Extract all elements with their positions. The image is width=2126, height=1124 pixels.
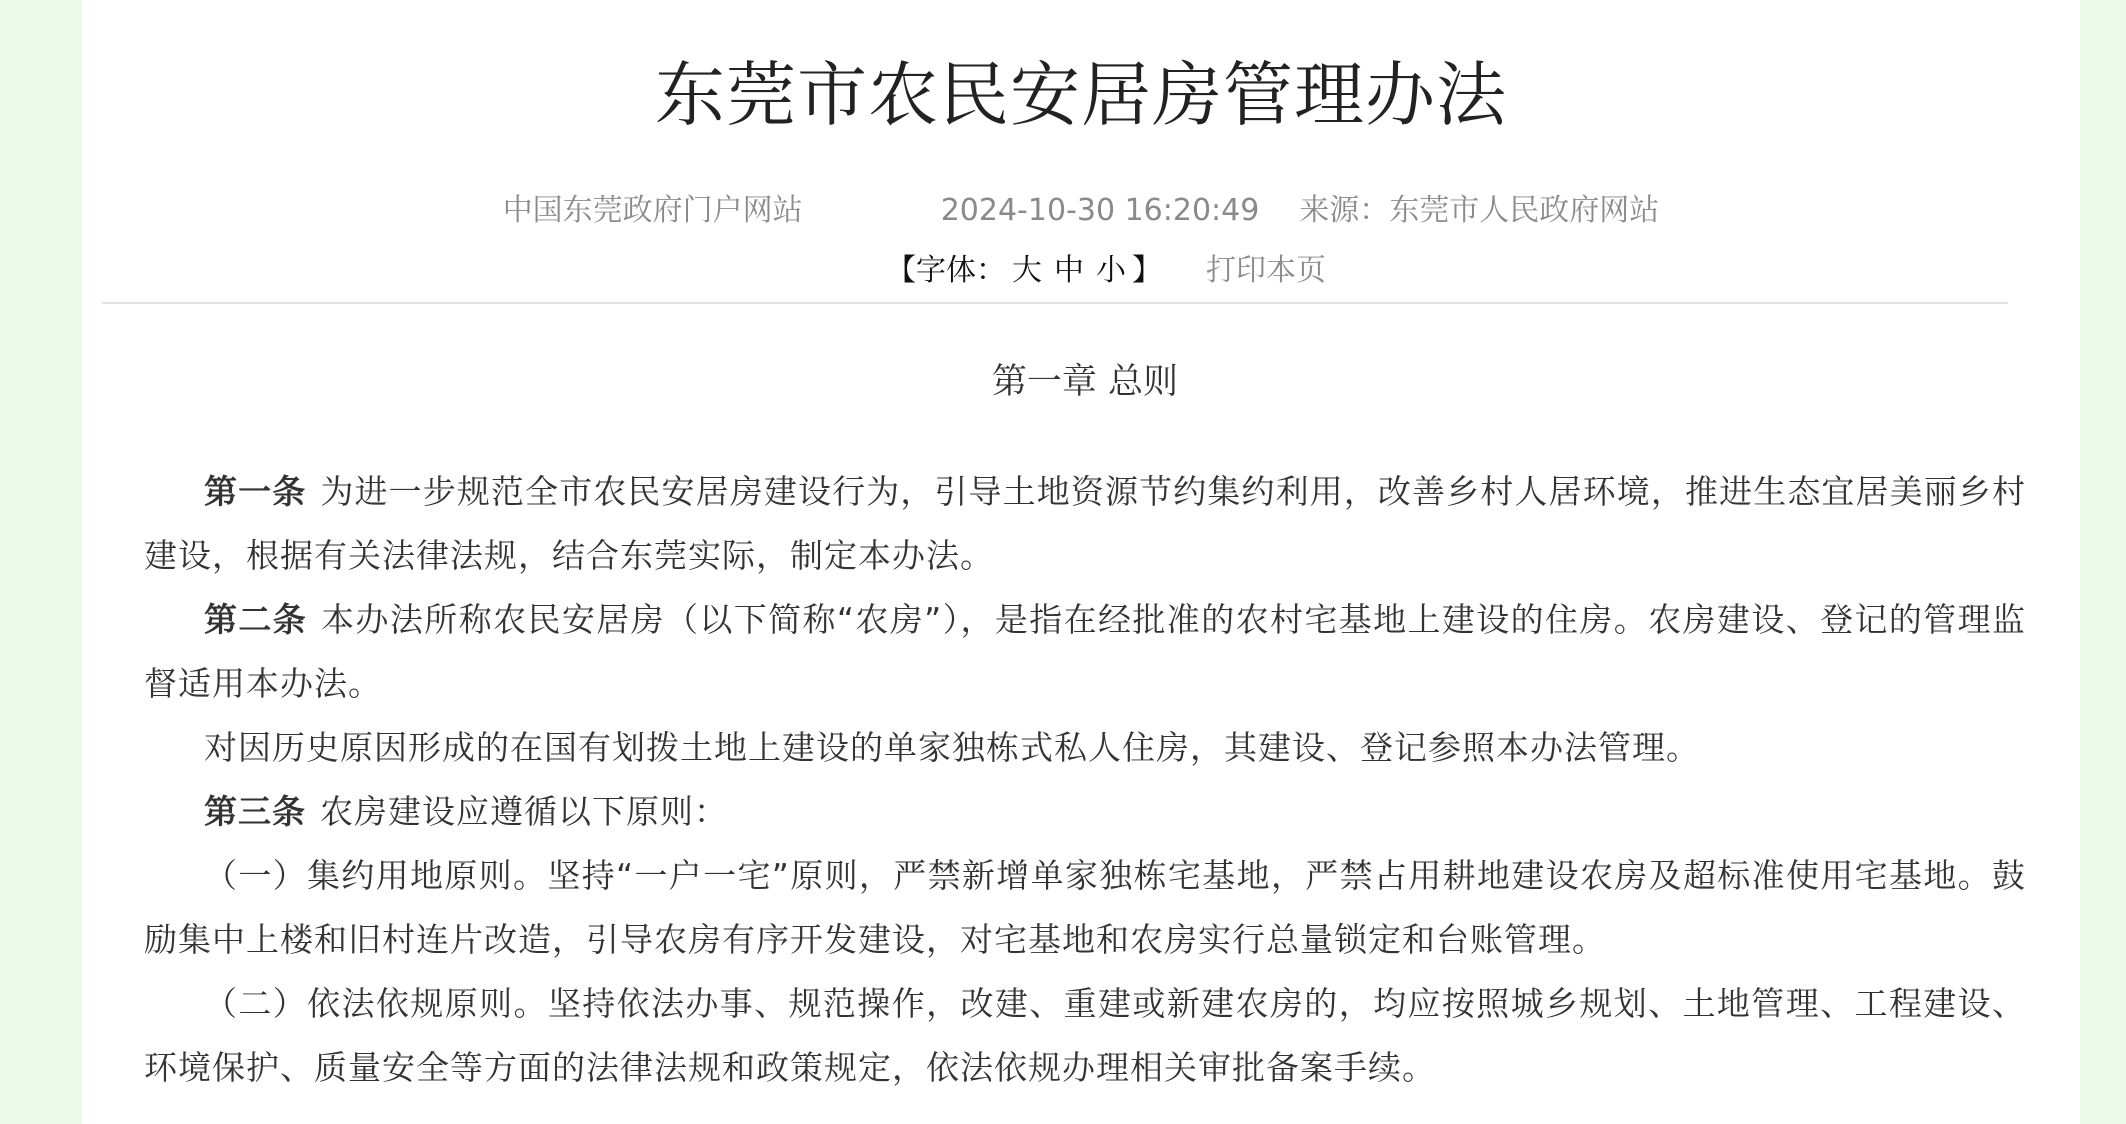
site-name: 中国东莞政府门户网站	[502, 193, 803, 228]
paragraph-text: （一）集约用地原则。坚持“一户一宅”原则，严禁新增单家独栋宅基地，严禁占用耕地建设农房及超标准使用宅基地。鼓励集中上楼和旧村连片改造，引导农房有序开发建设，对宅基地和农房实行总量锁定和台账管理。	[144, 856, 2026, 959]
article-paragraph	[144, 460, 2026, 588]
article-page	[82, 0, 2080, 1124]
article-toolbar	[82, 250, 2080, 292]
bracket-open: 【	[886, 253, 916, 288]
article-paragraph	[144, 972, 2026, 1100]
article-paragraph	[144, 716, 2026, 780]
article-number: 第一条	[204, 472, 307, 511]
source-label: 来源：	[1299, 193, 1390, 228]
article-number: 第三条	[204, 792, 306, 831]
publish-datetime: 2024-10-30 16:20:49	[940, 193, 1260, 228]
page-title: 东莞市农民安居房管理办法	[655, 54, 1507, 136]
print-page-link[interactable]: 打印本页	[1206, 253, 1326, 288]
paragraph-text: （二）依法依规原则。坚持依法办事、规范操作，改建、重建或新建农房的，均应按照城乡规划、土地管理、工程建设、环境保护、质量安全等方面的法律法规和政策规定，依法依规办理相关审批备案手续。	[144, 984, 2026, 1087]
source-name: 东莞市人民政府网站	[1389, 193, 1660, 228]
paragraph-text: 本办法所称农民安居房（以下简称“农房”），是指在经批准的农村宅基地上建设的住房。农房建设、登记的管理监督适用本办法。	[144, 600, 2026, 703]
article-number: 第二条	[204, 600, 308, 639]
paragraph-text: 农房建设应遵循以下原则：	[320, 792, 728, 831]
paragraph-text: 为进一步规范全市农民安居房建设行为，引导土地资源节约集约利用，改善乡村人居环境，推进生态宜居美丽乡村建设，根据有关法律法规，结合东莞实际，制定本办法。	[144, 472, 2027, 575]
font-size-label: 字体：	[916, 253, 1006, 288]
article-paragraph	[144, 780, 2026, 844]
font-size-small-button[interactable]: 小	[1096, 253, 1126, 288]
article-meta	[82, 190, 2080, 232]
font-size-medium-button[interactable]: 中	[1054, 253, 1084, 288]
paragraph-text: 对因历史原因形成的在国有划拨土地上建设的单家独栋式私人住房，其建设、登记参照本办法管理。	[204, 728, 1700, 767]
font-size-large-button[interactable]: 大	[1012, 253, 1042, 288]
header-divider	[102, 302, 2008, 304]
article-paragraph	[144, 844, 2026, 972]
bracket-close: 】	[1132, 253, 1162, 288]
article-body	[144, 350, 2026, 1100]
chapter-heading: 第一章 总则	[991, 362, 1179, 402]
article-paragraph	[144, 588, 2026, 716]
